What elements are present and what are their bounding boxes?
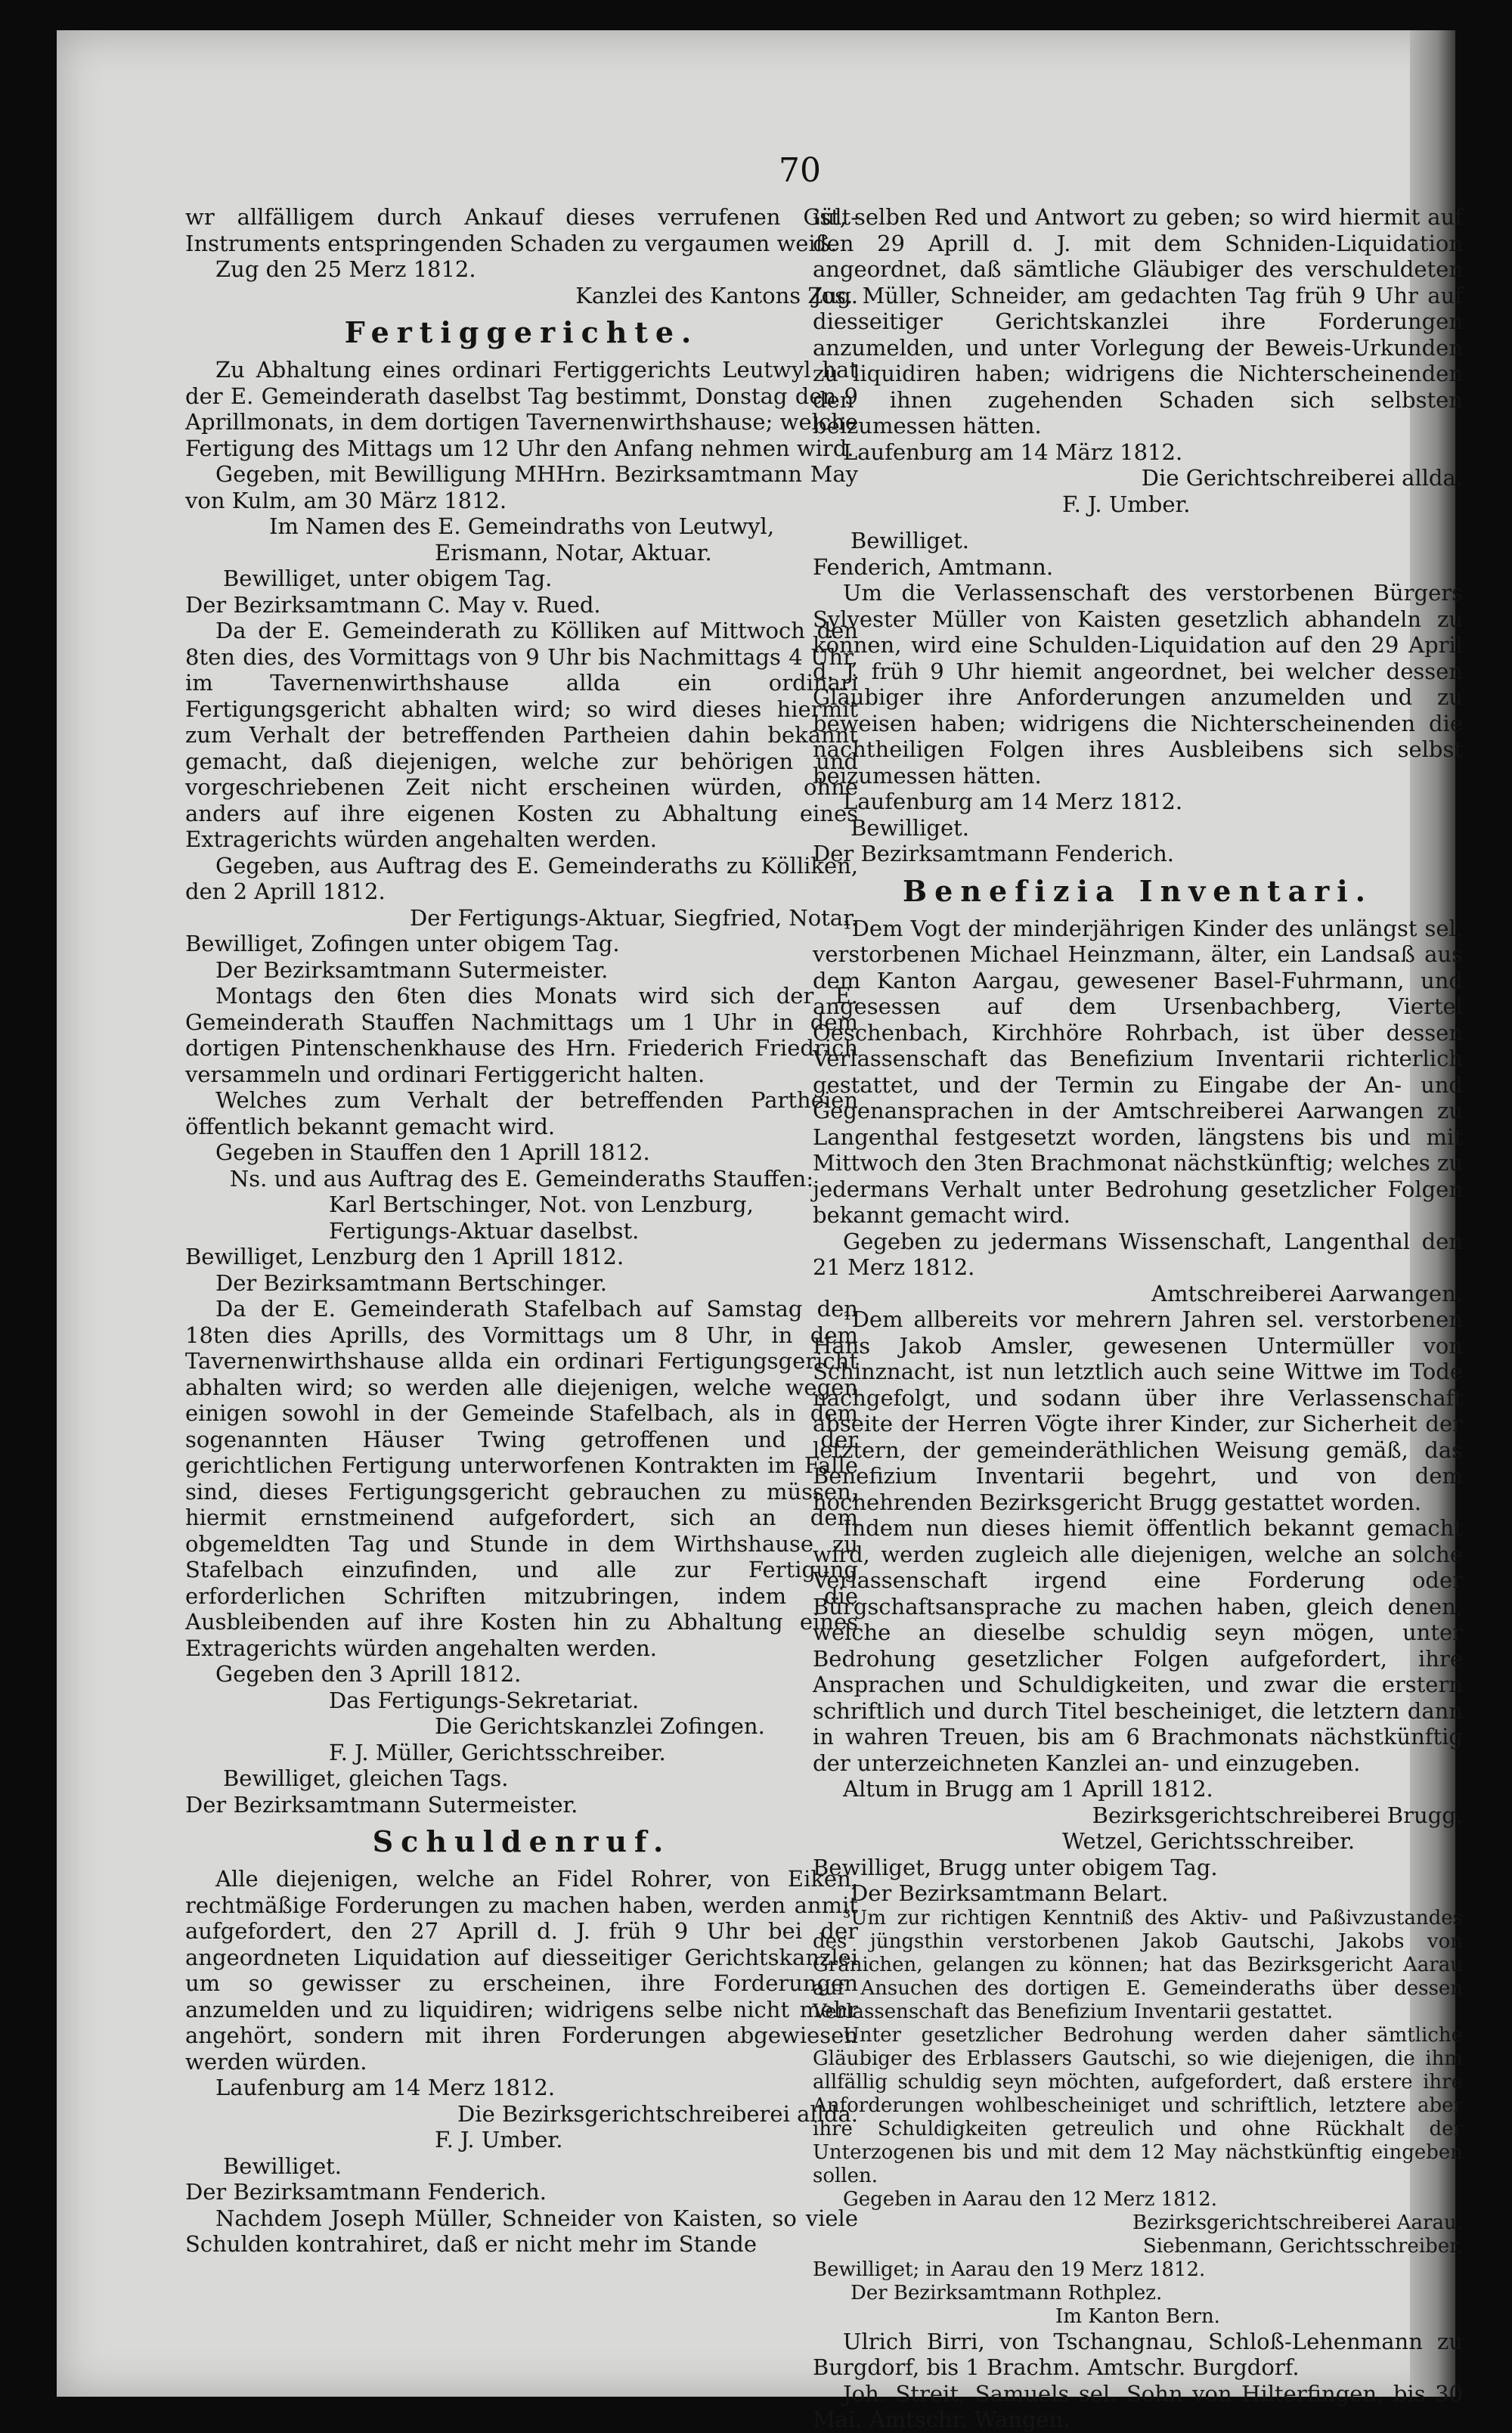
text-paragraph: Der Fertigungs-Aktuar, Siegfried, Notar. <box>410 904 858 931</box>
text-paragraph: ¹Dem allbereits vor mehrern Jahren sel. verstorbenen Hans Jakob Amsler, gewesenen Untermüller von Schinznacht, ist nun letztlich auch seine Wittwe im Tode nachgefolgt, und sodann über ihre Verlassenschaft abseite der Herren Vögte ihrer Kinder, zur Sicherheit der letztern, der gemeinderäthlichen Weisung gemäß, das Benefizium Inventarii begehrt, und von dem hochehrenden Bezirksgericht Brugg gestattet worden. <box>813 1306 1463 1515</box>
text-paragraph: Laufenburg am 14 März 1812. <box>843 439 1183 465</box>
text-paragraph: Der Bezirksamtmann Belart. <box>850 1880 1169 1906</box>
text-paragraph: Zug den 25 Merz 1812. <box>215 256 476 282</box>
text-paragraph: Amtschreiberei Aarwangen. <box>1151 1280 1463 1306</box>
text-paragraph: Gegeben, mit Bewilligung MHHrn. Bezirksamtmann May von Kulm, am 30 März 1812. <box>185 461 858 513</box>
section-heading: Benefizia Inventari. <box>903 873 1373 908</box>
text-paragraph: Bewilliget. <box>223 2153 342 2179</box>
text-paragraph: Bewilliget, Lenzburg den 1 Aprill 1812. <box>185 1244 624 1269</box>
text-paragraph: Erismann, Notar, Aktuar. <box>435 539 712 566</box>
section-heading: Schuldenruf. <box>372 1824 671 1858</box>
text-paragraph: Der Bezirksamtmann Bertschinger. <box>215 1269 608 1296</box>
text-paragraph: Wetzel, Gerichtsschreiber. <box>1062 1828 1356 1854</box>
text-paragraph: Bewilliget, Zofingen unter obigem Tag. <box>185 931 620 956</box>
newspaper-page <box>57 30 1463 2432</box>
text-paragraph: Die Gerichtschreiberei allda. <box>1141 465 1463 491</box>
text-paragraph: Gegeben, aus Auftrag des E. Gemeinderaths zu Kölliken, den 2 Aprill 1812. <box>185 852 858 904</box>
text-paragraph: Da der E. Gemeinderath zu Kölliken auf Mittwoch den 8ten dies, des Vormittags von 9 Uhr bis Nachmittags 4 Uhr, im Tavernenwirthshause allda ein ordinari Fertigungsgericht abhalten wird; so wird dieses hiermit zum Verhalt der betreffenden Partheien dahin bekannt gemacht, daß diejenigen, welche zur behörigen und vorgeschriebenen Zeit nicht erscheinen würden, ohne anders auf ihre eigenen Kosten zu Abhaltung eines Extragerichts würden angehalten werden. <box>185 618 858 852</box>
left-column <box>185 204 858 2258</box>
text-paragraph: Das Fertigungs-Sekretariat. <box>329 1687 640 1713</box>
text-paragraph: Ulrich Birri, von Tschangnau, Schloß-Lehenmann zu Burgdorf, bis 1 Brachm. Amtschr. Burgdorf. <box>813 2328 1463 2380</box>
text-paragraph: ¹Dem Vogt der minderjährigen Kinder des unlängst sel. verstorbenen Michael Heinzmann, älter, ein Landsaß aus dem Kanton Aargau, gewesener Basel-Fuhrmann, und angesessen auf dem Ursenbachberg, Viertel Oeschenbach, Kirchhöre Rohrbach, ist über dessen Verlassenschaft das Benefizium Inventarii richterlich gestattet, und der Termin zu Eingabe der An- und Gegenansprachen in der Amtschreiberei Aarwangen zu Langenthal festgesetzt worden, längstens bis und mit Mittwoch den 3ten Brachmonat nächstkünftig; welches zu jedermans Verhalt unter Bedrohung gesetzlicher Folgen bekannt gemacht wird. <box>813 915 1463 1228</box>
text-paragraph: Die Gerichtskanzlei Zofingen. <box>435 1713 765 1739</box>
text-paragraph: Gegeben in Aarau den 12 Merz 1812. <box>843 2187 1217 2211</box>
text-paragraph: Joh. Streit, Samuels sel. Sohn von Hilterfingen, bis 30 Mai. Amtschr. Wangen. <box>813 2380 1463 2432</box>
text-paragraph: Indem nun dieses hiemit öffentlich bekannt gemacht wird, werden zugleich alle diejenigen, welche an solche Verlassenschaft irgend eine Forderung oder Bürgschaftsansprache zu machen haben, gleich denen, welche an dieselbe schuldig seyn mögen, unter Bedrohung gesetzlicher Folgen aufgefordert, ihre Ansprachen und Schuldigkeiten, und zwar die erstern schriftlich und durch Titel bescheiniget, die letztern dann in wahren Treuen, bis am 6 Brachmonats nächstkünftig der unterzeichneten Kanzlei an- und einzugeben. <box>813 1515 1463 1776</box>
right-column <box>813 204 1463 2433</box>
text-paragraph: Fenderich, Amtmann. <box>813 553 1054 580</box>
text-paragraph: Bewilliget, gleichen Tags. <box>223 1765 509 1791</box>
text-paragraph: Karl Bertschinger, Not. von Lenzburg, <box>329 1192 754 1217</box>
text-paragraph: ist, selben Red und Antwort zu geben; so wird hiermit auf den 29 Aprill d. J. mit dem Schniden-Liquidation angeordnet, daß sämtliche Gläubiger des verschuldeten Jos. Müller, Schneider, am gedachten Tag früh 9 Uhr auf diesseitiger Gerichtskanzlei ihre Forderungen anzumelden, und unter Vorlegung der Beweis-Urkunden zu liquidiren haben; widrigens die Nichterscheinenden den ihnen zugehenden Schaden sich selbsten beizumessen hätten. <box>813 204 1463 439</box>
text-paragraph: Bewilliget. <box>850 528 969 553</box>
text-paragraph: Der Bezirksamtmann Rothplez. <box>850 2281 1163 2304</box>
text-paragraph: Bewilliget, Brugg unter obigem Tag. <box>813 1854 1218 1880</box>
text-paragraph: Bewilliget. <box>850 814 969 841</box>
page-number: 70 <box>779 151 821 190</box>
text-paragraph: wr allfälligem durch Ankauf dieses verrufenen Gült-Instruments entspringenden Schaden zu vergaumen weiß. <box>185 204 858 256</box>
text-paragraph: Der Bezirksamtmann Fenderich. <box>185 2179 547 2205</box>
text-paragraph: ³Um zur richtigen Kenntniß des Aktiv- und Paßivzustandes des jüngsthin verstorbenen Jakob Gautschi, Jakobs von Gränichen, gelangen zu können; hat das Bezirksgericht Aarau auf Ansuchen des dortigen E. Gemeinderaths über dessen Verlassenschaft das Benefizium Inventarii gestattet. <box>813 1906 1463 2023</box>
spacer <box>813 517 1463 528</box>
text-paragraph: Zu Abhaltung eines ordinari Fertiggerichts Leutwyl hat der E. Gemeinderath daselbst Tag bestimmt, Donstag den 9 Aprillmonats, in dem dortigen Tavernenwirthshause; welche Fertigung des Mittags um 12 Uhr den Anfang nehmen wird. <box>185 357 858 461</box>
text-paragraph: Montags den 6ten dies Monats wird sich der E. Gemeinderath Stauffen Nachmittags um 1 Uhr in dem dortigen Pintenschenkhause des Hrn. Friederich Friedrich versammeln und ordinari Fertiggericht halten. <box>185 983 858 1087</box>
text-paragraph: Bezirksgerichtschreiberei Brugg. <box>1092 1802 1463 1828</box>
text-paragraph: Die Bezirksgerichtschreiberei allda. <box>457 2100 858 2127</box>
text-paragraph: Gegeben zu jedermans Wissenschaft, Langenthal den 21 Merz 1812. <box>813 1228 1463 1280</box>
text-paragraph: Kanzlei des Kantons Zug. <box>575 282 858 308</box>
text-paragraph: Ns. und aus Auftrag des E. Gemeinderaths Stauffen: <box>229 1165 814 1192</box>
text-paragraph: Nachdem Joseph Müller, Schneider von Kaisten, so viele Schulden kontrahiret, daß er nicht mehr im Stande <box>185 2205 858 2257</box>
text-paragraph: Altum in Brugg am 1 Aprill 1812. <box>843 1776 1213 1802</box>
text-paragraph: Um die Verlassenschaft des verstorbenen Bürgers Sylvester Müller von Kaisten gesetzlich abhandeln zu können, wird eine Schulden-Liquidation auf den 29 April d. J. früh 9 Uhr hiemit angeordnet, bei welcher dessen Gläubiger ihre Anforderungen anzumelden und zu beweisen haben; widrigens die Nichterscheinenden die nachtheiligen Folgen ihres Ausbleibens sich selbst beizumessen hätten. <box>813 580 1463 789</box>
text-paragraph: Bewilliget; in Aarau den 19 Merz 1812. <box>813 2258 1206 2281</box>
text-paragraph: F. J. Umber. <box>1062 491 1191 517</box>
section-heading: Fertiggerichte. <box>344 315 699 349</box>
text-paragraph: Welches zum Verhalt der betreffenden Partheien öffentlich bekannt gemacht wird. <box>185 1087 858 1139</box>
text-paragraph: Der Bezirksamtmann Sutermeister. <box>185 1791 578 1818</box>
text-paragraph: Da der E. Gemeinderath Stafelbach auf Samstag den 18ten dies Aprills, des Vormittags um 8 Uhr, in dem Tavernenwirthshause allda ein ordinari Fertigungsgericht abhalten wird; so werden alle diejenigen, welche wegen einigen sowohl in der Gemeinde Stafelbach, als in dem sogenannten Häuser Twing getroffenen und der gerichtlichen Fertigung unterworfenen Kontrakten im Falle sind, dieses Fertigungsgericht gebrauchen zu müssen, hiermit ernstmeinend aufgefordert, sich an dem obgemeldten Tag und Stunde in dem Wirthshause zu Stafelbach einzufinden, und alle zur Fertigung erforderlichen Schriften mitzubringen, indem die Ausbleibenden auf ihre Kosten hin zu Abhaltung eines Extragerichts würden angehalten werden. <box>185 1296 858 1661</box>
text-paragraph: Laufenburg am 14 Merz 1812. <box>215 2075 556 2100</box>
text-paragraph: Bewilliget, unter obigem Tag. <box>223 566 553 591</box>
text-paragraph: Gegeben den 3 Aprill 1812. <box>215 1661 522 1687</box>
text-paragraph: Der Bezirksamtmann Fenderich. <box>813 841 1175 866</box>
text-paragraph: Im Kanton Bern. <box>1055 2304 1220 2328</box>
text-paragraph: F. J. Müller, Gerichtsschreiber. <box>329 1739 666 1765</box>
text-paragraph: Siebenmann, Gerichtsschreiber. <box>1142 2234 1463 2258</box>
text-paragraph: Fertigungs-Aktuar daselbst. <box>329 1217 640 1244</box>
text-paragraph: Bezirksgerichtschreiberei Aarau. <box>1132 2211 1463 2234</box>
text-paragraph: Gegeben in Stauffen den 1 Aprill 1812. <box>215 1139 650 1165</box>
text-paragraph: F. J. Umber. <box>435 2127 563 2153</box>
text-paragraph: Alle diejenigen, welche an Fidel Rohrer, von Eiken, rechtmäßige Forderungen zu machen haben, werden anmit aufgefordert, den 27 Aprill d. J. früh 9 Uhr bei der angeordneten Liquidation auf diesseitiger Gerichtskanzlei um so gewisser zu erscheinen, ihre Forderungen anzumelden und zu liquidiren; widrigens selbe nicht mehr angehört, sondern mit ihren Forderungen abgewiesen werden würden. <box>185 1866 858 2075</box>
text-paragraph: Der Bezirksamtmann C. May v. Rued. <box>185 591 601 618</box>
text-paragraph: Unter gesetzlicher Bedrohung werden daher sämtliche Gläubiger des Erblassers Gautschi, so wie diejenigen, die ihm allfällig schuldig seyn möchten, aufgefordert, daß erstere ihre Anforderungen wohlbescheiniget und schriftlich, letztere aber ihre Schuldigkeiten getreulich und ohne Rückhalt der Unterzogenen bis und mit dem 12 May nächstkünftig eingeben sollen. <box>813 2023 1463 2187</box>
text-paragraph: Laufenburg am 14 Merz 1812. <box>843 789 1183 814</box>
text-paragraph: Im Namen des E. Gemeindraths von Leutwyl, <box>268 513 775 539</box>
text-paragraph: Der Bezirksamtmann Sutermeister. <box>215 956 609 983</box>
